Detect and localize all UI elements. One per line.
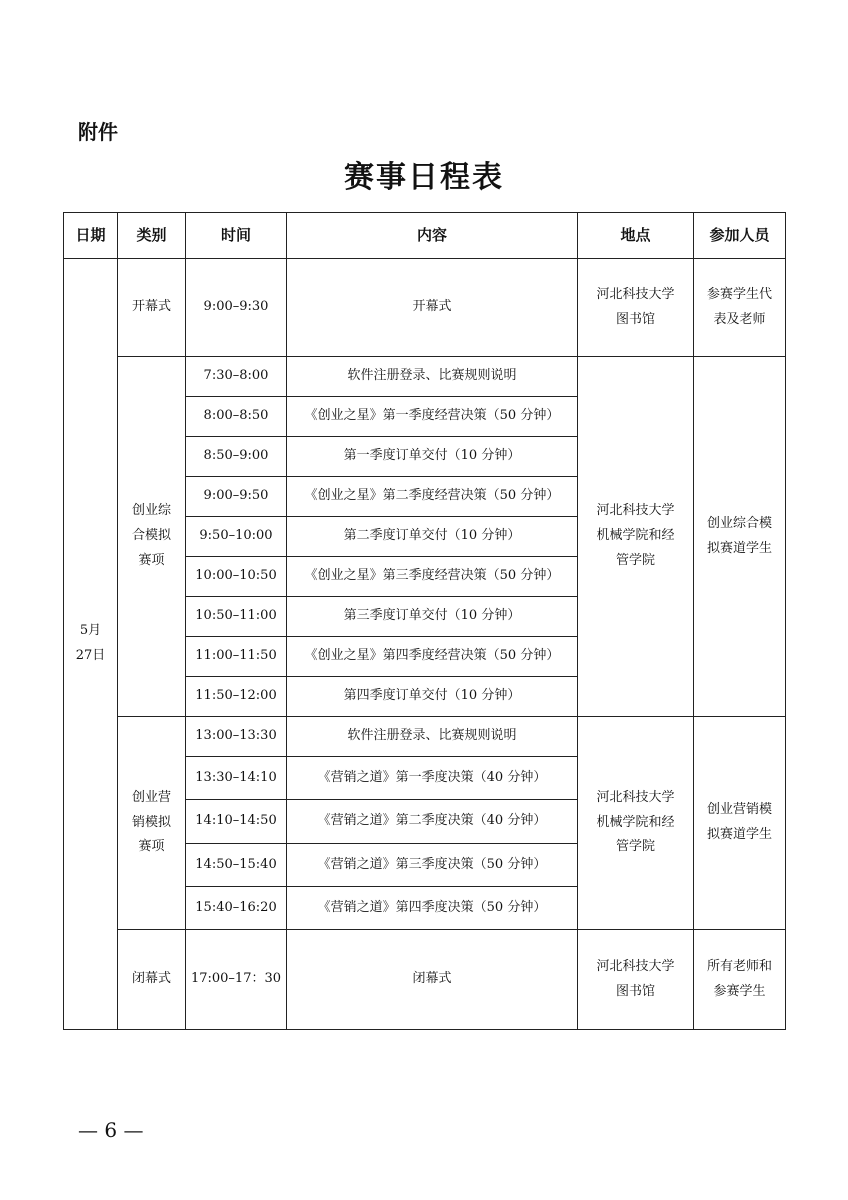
sim-time: 8:00–8:50 [186, 397, 287, 437]
page-title: 赛事日程表 [344, 160, 504, 195]
schedule-table [63, 212, 786, 1030]
sim-time: 8:50–9:00 [186, 437, 287, 477]
sim-time: 7:30–8:00 [186, 357, 287, 397]
sim-content: 《创业之星》第三季度经营决策（50 分钟） [287, 557, 578, 597]
sim-content: 《创业之星》第四季度经营决策（50 分钟） [287, 637, 578, 677]
sim-content: 第三季度订单交付（10 分钟） [287, 597, 578, 637]
mkt-time: 13:30–14:10 [186, 757, 287, 800]
opening-location: 河北科技大学 图书馆 [578, 259, 694, 357]
table-row [64, 717, 786, 757]
mkt-time: 14:10–14:50 [186, 800, 287, 844]
mkt-content: 《营销之道》第二季度决策（40 分钟） [287, 800, 578, 844]
mkt-category: 创业营 销模拟 赛项 [118, 717, 186, 930]
closing-participants: 所有老师和 参赛学生 [694, 930, 786, 1030]
closing-content: 闭幕式 [287, 930, 578, 1030]
mkt-content: 《营销之道》第三季度决策（50 分钟） [287, 844, 578, 887]
header-row [64, 213, 786, 259]
sim-content: 《创业之星》第二季度经营决策（50 分钟） [287, 477, 578, 517]
sim-content: 第一季度订单交付（10 分钟） [287, 437, 578, 477]
table-row [64, 357, 786, 397]
page-number: — 6 — [78, 1118, 144, 1142]
sim-time: 10:00–10:50 [186, 557, 287, 597]
closing-location: 河北科技大学 图书馆 [578, 930, 694, 1030]
header-participants: 参加人员 [694, 213, 786, 259]
opening-category: 开幕式 [118, 259, 186, 357]
mkt-content: 《营销之道》第一季度决策（40 分钟） [287, 757, 578, 800]
attachment-label: 附件 [78, 120, 118, 144]
sim-time: 9:00–9:50 [186, 477, 287, 517]
sim-content: 《创业之星》第一季度经营决策（50 分钟） [287, 397, 578, 437]
closing-time: 17:00–17：30 [186, 930, 287, 1030]
closing-row [64, 930, 786, 1030]
opening-content: 开幕式 [287, 259, 578, 357]
header-category: 类别 [118, 213, 186, 259]
sim-time: 11:00–11:50 [186, 637, 287, 677]
date-cell: 5月 27日 [64, 259, 118, 1030]
mkt-location: 河北科技大学 机械学院和经 管学院 [578, 717, 694, 930]
sim-content: 第二季度订单交付（10 分钟） [287, 517, 578, 557]
mkt-content: 软件注册登录、比赛规则说明 [287, 717, 578, 757]
sim-participants: 创业综合模 拟赛道学生 [694, 357, 786, 717]
mkt-time: 13:00–13:30 [186, 717, 287, 757]
sim-time: 9:50–10:00 [186, 517, 287, 557]
sim-content: 软件注册登录、比赛规则说明 [287, 357, 578, 397]
sim-location: 河北科技大学 机械学院和经 管学院 [578, 357, 694, 717]
closing-category: 闭幕式 [118, 930, 186, 1030]
sim-category: 创业综 合模拟 赛项 [118, 357, 186, 717]
opening-participants: 参赛学生代 表及老师 [694, 259, 786, 357]
mkt-content: 《营销之道》第四季度决策（50 分钟） [287, 887, 578, 930]
mkt-time: 14:50–15:40 [186, 844, 287, 887]
header-content: 内容 [287, 213, 578, 259]
mkt-time: 15:40–16:20 [186, 887, 287, 930]
opening-row [64, 259, 786, 357]
mkt-participants: 创业营销模 拟赛道学生 [694, 717, 786, 930]
header-location: 地点 [578, 213, 694, 259]
opening-time: 9:00–9:30 [186, 259, 287, 357]
sim-content: 第四季度订单交付（10 分钟） [287, 677, 578, 717]
header-date: 日期 [64, 213, 118, 259]
sim-time: 11:50–12:00 [186, 677, 287, 717]
header-time: 时间 [186, 213, 287, 259]
sim-time: 10:50–11:00 [186, 597, 287, 637]
